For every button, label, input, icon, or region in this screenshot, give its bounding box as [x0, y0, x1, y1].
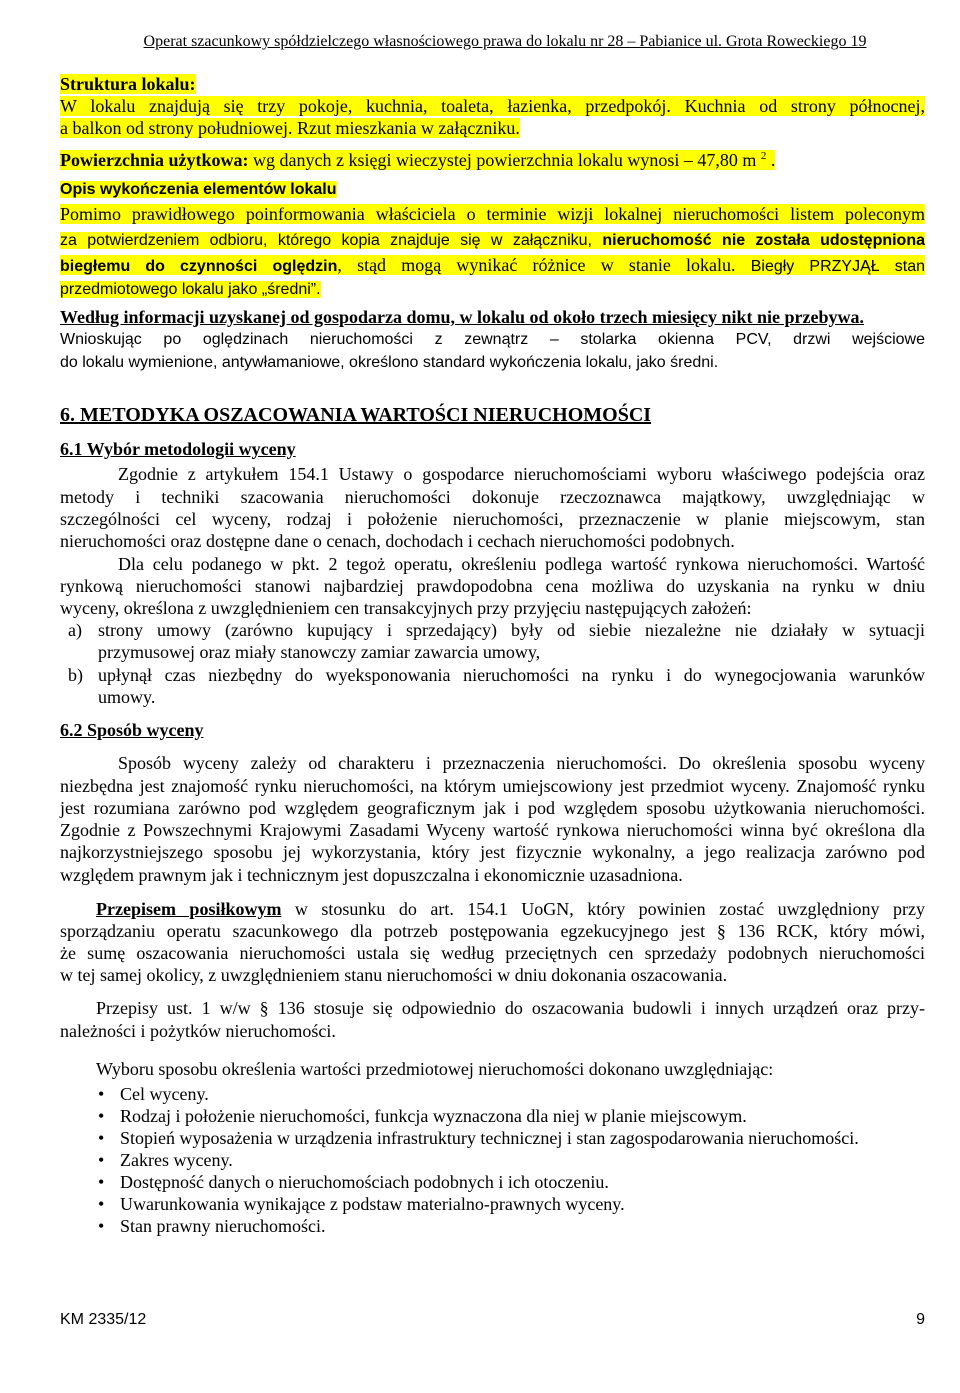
- finish-line-highlight: [60, 232, 925, 249]
- paragraph-line: nieruchomości oraz dostępne dane o cenach, dochodach i cechach nieruchomości podobnych.: [60, 531, 735, 551]
- paragraph-line: Wyboru sposobu określenia wartości przedmiotowej nieruchomości dokonano uwzględniając:: [96, 1059, 774, 1079]
- finish-line: [60, 279, 925, 301]
- paragraph-line: względem prawnym jak i technicznym jest dopuszczalna i ekonomicznie uzasadniona.: [60, 865, 683, 885]
- finish-line-highlight: [60, 255, 925, 275]
- paragraph-line: szczególności cel wyceny, rodzaj i położenie nieruchomości, przeznaczenie w planie miejscowym, stan: [60, 509, 925, 529]
- list-item: Stopień wyposażenia w urządzenia infrastruktury technicznej i stan zagospodarowania nieruchomości.: [120, 1128, 859, 1148]
- finish-line-text: przedmiotowego lokalu jako „średni”.: [60, 281, 321, 298]
- list-item-marker: b): [68, 665, 83, 685]
- structure-heading: Struktura lokalu:: [60, 74, 196, 94]
- list-item-line: przymusowej oraz miały stanowczy zamiar zawarcia umowy,: [98, 642, 541, 662]
- paragraph-line: Zgodnie z Powszechnymi Krajowymi Zasadami Wyceny wartość rynkowa nieruchomości winna być określona dla: [60, 820, 925, 840]
- conclusion-line: Wnioskując po oględzinach nieruchomości z zewnątrz – stolarka okienna PCV, drzwi wejściowe: [60, 331, 925, 348]
- usable-area-highlight: [60, 150, 775, 170]
- paragraph-line: sporządzaniu operatu szacunkowego dla potrzeb postępowania egzekucyjnego jest § 136 RCK, który mówi,: [60, 921, 925, 941]
- structure-line: [60, 117, 925, 139]
- finish-line: [60, 230, 925, 252]
- structure-heading-line: [60, 73, 925, 95]
- finish-line-text: , stąd mogą wynikać różnice w stanie lokalu.: [337, 255, 736, 275]
- paragraph-line: Dla celu podanego w pkt. 2 tegoż operatu, określeniu podlega wartość rynkowa nieruchomości. Wartość: [118, 554, 925, 574]
- subsection-6-1-title: 6.1 Wybór metodologii wyceny: [60, 439, 296, 459]
- structure-line-text: W lokalu znajdują się trzy pokoje, kuchnia, toaleta, łazienka, przedpokój. Kuchnia od strony północnej,: [60, 96, 925, 116]
- finish-line-bold: nieruchomość nie została udostępniona: [602, 232, 926, 249]
- list-item: Cel wyceny.: [120, 1084, 209, 1104]
- bullet-icon: [98, 1083, 118, 1105]
- footer-page-number: 9: [916, 1311, 925, 1328]
- paragraph-line-text: w stosunku do art. 154.1 UoGN, który powinien zostać uwzględniony przy: [294, 899, 925, 919]
- finish-heading-line: [60, 179, 925, 201]
- paragraph-line: jest rozumiana zarówno pod względem geograficznym jak i pod względem sposobu użytkowania nieruchomości.: [60, 798, 925, 818]
- paragraph-line: Sposób wyceny zależy od charakteru i przeznaczenia nieruchomości. Do określenia sposobu wyceny: [118, 753, 925, 773]
- paragraph-line: niezbędna jest znajomość rynku nieruchomości, na którym umiejscowiony jest przedmiot wyceny. Znajomość rynku: [60, 776, 925, 796]
- occupancy-note: Według informacji uzyskanej od gospodarza domu, w lokalu od około trzech miesięcy nikt nie przebywa.: [60, 307, 865, 327]
- finish-line-tail: Biegły PRZYJĄŁ stan: [750, 258, 926, 275]
- usable-area-line: [60, 149, 925, 171]
- finish-line: [60, 203, 925, 225]
- paragraph-line: Przepisy ust. 1 w/w § 136 stosuje się odpowiednio do oszacowania budowli i innych urządzeń oraz przy-: [96, 998, 925, 1018]
- usable-area-text: wg danych z księgi wieczystej powierzchnia lokalu wynosi – 47,80 m: [252, 150, 757, 170]
- bullet-icon: [98, 1215, 118, 1237]
- section-6-title: 6. METODYKA OSZACOWANIA WARTOŚCI NIERUCHOMOŚCI: [60, 404, 652, 426]
- paragraph-line: wyceny, określona z uwzględnieniem cen transakcyjnych przy przyjęciu następujących założeń:: [60, 598, 752, 618]
- bullet-icon: [98, 1105, 118, 1127]
- auxiliary-provision-lead: Przepisem posiłkowym: [96, 899, 282, 919]
- bullet-icon: [98, 1127, 118, 1149]
- paragraph-line: rynkową nieruchomości stanowi najbardziej prawdopodobna cena możliwa do uzyskania na rynku w dniu: [60, 576, 925, 596]
- running-header-title: Operat szacunkowy spółdzielczego własnościowego prawa do lokalu nr 28 – Pabianice ul. Grota Roweckiego 19: [143, 33, 867, 50]
- paragraph-line: [96, 898, 925, 920]
- conclusion-line: do lokalu wymienione, antywłamaniowe, określono standard wykończenia lokalu, jako średni.: [60, 354, 719, 371]
- finish-line-bold: biegłemu do czynności oględzin: [60, 258, 338, 275]
- running-header: [124, 32, 886, 52]
- list-item: Rodzaj i położenie nieruchomości, funkcja wyznaczona dla niej w planie miejscowym.: [120, 1106, 747, 1126]
- finish-line-text: Pomimo prawidłowego poinformowania właściciela o terminie wizji lokalnej nieruchomości listem poleconym: [60, 204, 925, 224]
- list-item: Dostępność danych o nieruchomościach podobnych i ich otoczeniu.: [120, 1172, 609, 1192]
- paragraph-line: należności i pożytków nieruchomości.: [60, 1021, 336, 1041]
- usable-area-label: Powierzchnia użytkowa:: [60, 150, 249, 170]
- list-item-line: umowy.: [98, 687, 156, 707]
- paragraph-line: najkorzystniejszego sposobu jej wykorzystania, który jest fizycznie wykonalny, a jego realizacja zarówno pod: [60, 842, 925, 862]
- footer-document-number: KM 2335/12: [60, 1311, 147, 1328]
- finish-line: [60, 254, 925, 278]
- paragraph-line: w tej samej okolicy, z uwzględnieniem stanu nieruchomości w dniu dokonania oszacowania.: [60, 965, 728, 985]
- list-item: Stan prawny nieruchomości.: [120, 1216, 326, 1236]
- structure-line: [60, 95, 925, 117]
- structure-line-text: a balkon od strony południowej. Rzut mieszkania w załączniku.: [60, 118, 520, 138]
- list-item-line: strony umowy (zarówno kupujący i sprzedający) były od siebie niezależne nie działały w sytuacji: [98, 620, 925, 640]
- list-item: Zakres wyceny.: [120, 1150, 233, 1170]
- finish-heading: Opis wykończenia elementów lokalu: [60, 181, 337, 198]
- list-item-marker: a): [68, 620, 82, 640]
- paragraph-line: że sumę oszacowania nieruchomości ustala się według przeciętnych cen sprzedaży podobnych nieruchomości: [60, 943, 925, 963]
- subsection-6-2-title: 6.2 Sposób wyceny: [60, 720, 204, 740]
- bullet-icon: [98, 1171, 118, 1193]
- bullet-icon: [98, 1149, 118, 1171]
- bullet-icon: [98, 1193, 118, 1215]
- finish-line-text: za potwierdzeniem odbioru, którego kopia znajduje się w załączniku,: [60, 232, 592, 249]
- list-item: Uwarunkowania wynikające z podstaw materialno-prawnych wyceny.: [120, 1194, 625, 1214]
- usable-area-end: .: [770, 150, 776, 170]
- paragraph-line: metody i techniki szacowania nieruchomości dokonuje rzeczoznawca majątkowy, uwzględniając w: [60, 487, 925, 507]
- usable-area-unit-exponent: 2: [760, 150, 767, 162]
- list-item-line: upłynął czas niezbędny do wyeksponowania nieruchomości na rynku i do wynegocjowania warunków: [98, 665, 925, 685]
- paragraph-line: Zgodnie z artykułem 154.1 Ustawy o gospodarce nieruchomościami wyboru właściwego podejścia oraz: [118, 464, 925, 484]
